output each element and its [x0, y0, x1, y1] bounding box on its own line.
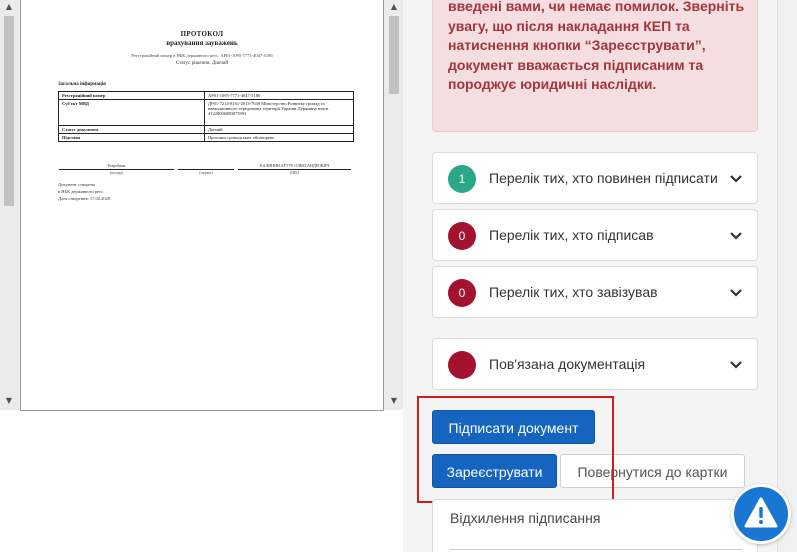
doc-footer-line: Документ створено [58, 182, 96, 187]
chevron-down-icon[interactable] [729, 229, 743, 243]
doc-title: ПРОТОКОЛ [180, 30, 224, 38]
warning-alert [432, 0, 758, 132]
warning-icon [734, 487, 788, 541]
signature-name: КАЛИНИН АРТУР ОЛЕКСАНДРОВИЧ [259, 163, 330, 168]
back-to-card-button[interactable]: Повернутися до картки [560, 454, 745, 488]
doc-status-line: Статус рішення: Діючий [175, 61, 229, 66]
document-viewer [0, 0, 403, 410]
table-value: АР01-1095-7771-4047-5186 [205, 92, 354, 100]
scroll-up-arrow-icon[interactable]: ▲ [390, 2, 398, 11]
register-button[interactable]: Зареєструвати [432, 454, 557, 488]
table-value: Протокол громадських обговорень [205, 134, 354, 142]
table-row [59, 100, 354, 126]
left-scrollbar[interactable] [0, 0, 18, 410]
accordion-related-docs[interactable] [432, 338, 758, 390]
chevron-down-icon[interactable] [729, 358, 743, 372]
sign-document-button[interactable]: Підписати документ [432, 410, 595, 444]
accordion-label: Перелік тих, хто завізував [489, 284, 658, 300]
rejection-label: Відхилення підписання [450, 510, 601, 526]
right-scrollbar[interactable] [385, 0, 403, 410]
document-page [21, 0, 383, 410]
panel-edge [777, 0, 797, 552]
signing-panel [403, 0, 797, 552]
table-key: Реєстраційний номер [59, 92, 205, 100]
scroll-up-arrow-icon[interactable]: ▲ [5, 2, 13, 11]
chevron-down-icon[interactable] [729, 172, 743, 186]
doc-footer-line: Дата створення: 17.02.2020 [58, 196, 111, 201]
table-row [59, 92, 354, 100]
chevron-down-icon[interactable] [729, 286, 743, 300]
help-fab-button[interactable] [731, 484, 791, 544]
scroll-down-arrow-icon[interactable]: ▼ [5, 396, 13, 405]
accordion-must-sign[interactable] [432, 152, 758, 204]
doc-section-title: Загальна інформація [58, 82, 106, 87]
scrollbar-thumb[interactable] [389, 16, 399, 94]
accordion-signed[interactable] [432, 209, 758, 261]
signature-caption: (ПІБ) [290, 171, 299, 175]
table-row [59, 134, 354, 142]
signature-line [178, 169, 234, 170]
accordion-label: Перелік тих, хто повинен підписати [489, 170, 718, 186]
doc-footer-line: в НБК державного реєс. [58, 189, 105, 194]
highlight-box [417, 396, 614, 503]
doc-reg-line: Реєстраційний номер в НБК державного реєс. АР01-1095-7771-4047-5186 [131, 53, 273, 58]
accordion-label: Пов'язана документація [489, 356, 646, 372]
accordion-label: Перелік тих, хто підписав [489, 227, 654, 243]
signature-name: Розробник [107, 163, 126, 168]
table-key: Підстава [59, 134, 205, 142]
table-value: ДР01-7214-8161-2013-7638 Міністерство Розвитку громад та навколишнього середовища території України Державна власн 41228006080075993 [205, 100, 354, 126]
count-badge: 0 [448, 279, 476, 307]
scrollbar-thumb[interactable] [4, 16, 14, 206]
count-badge: 0 [448, 222, 476, 250]
table-key: Статус документа [59, 126, 205, 134]
table-value: Діючий [205, 126, 354, 134]
signature-line [59, 169, 174, 170]
accordion-approved[interactable] [432, 266, 758, 318]
rejection-section[interactable] [432, 499, 758, 552]
count-badge: 1 [448, 165, 476, 193]
signature-caption: (посада) [109, 171, 124, 175]
count-badge [448, 351, 476, 379]
alert-text: введені вами, чи немає помилок. Зверніть увагу, що після накладання КЕП та натиснення кнопки “Зареєструвати”, документ вважається підписаним та породжує юридичні наслідки. [448, 0, 745, 92]
signature-caption: (підпис) [199, 171, 213, 175]
table-row [59, 126, 354, 134]
doc-subtitle: врахування зауважень [166, 39, 238, 47]
divider [449, 549, 743, 550]
signature-line [238, 169, 351, 170]
scroll-down-arrow-icon[interactable]: ▼ [390, 396, 398, 405]
table-key: Суб'єкт МВД [59, 100, 205, 126]
doc-info-table [58, 91, 354, 142]
